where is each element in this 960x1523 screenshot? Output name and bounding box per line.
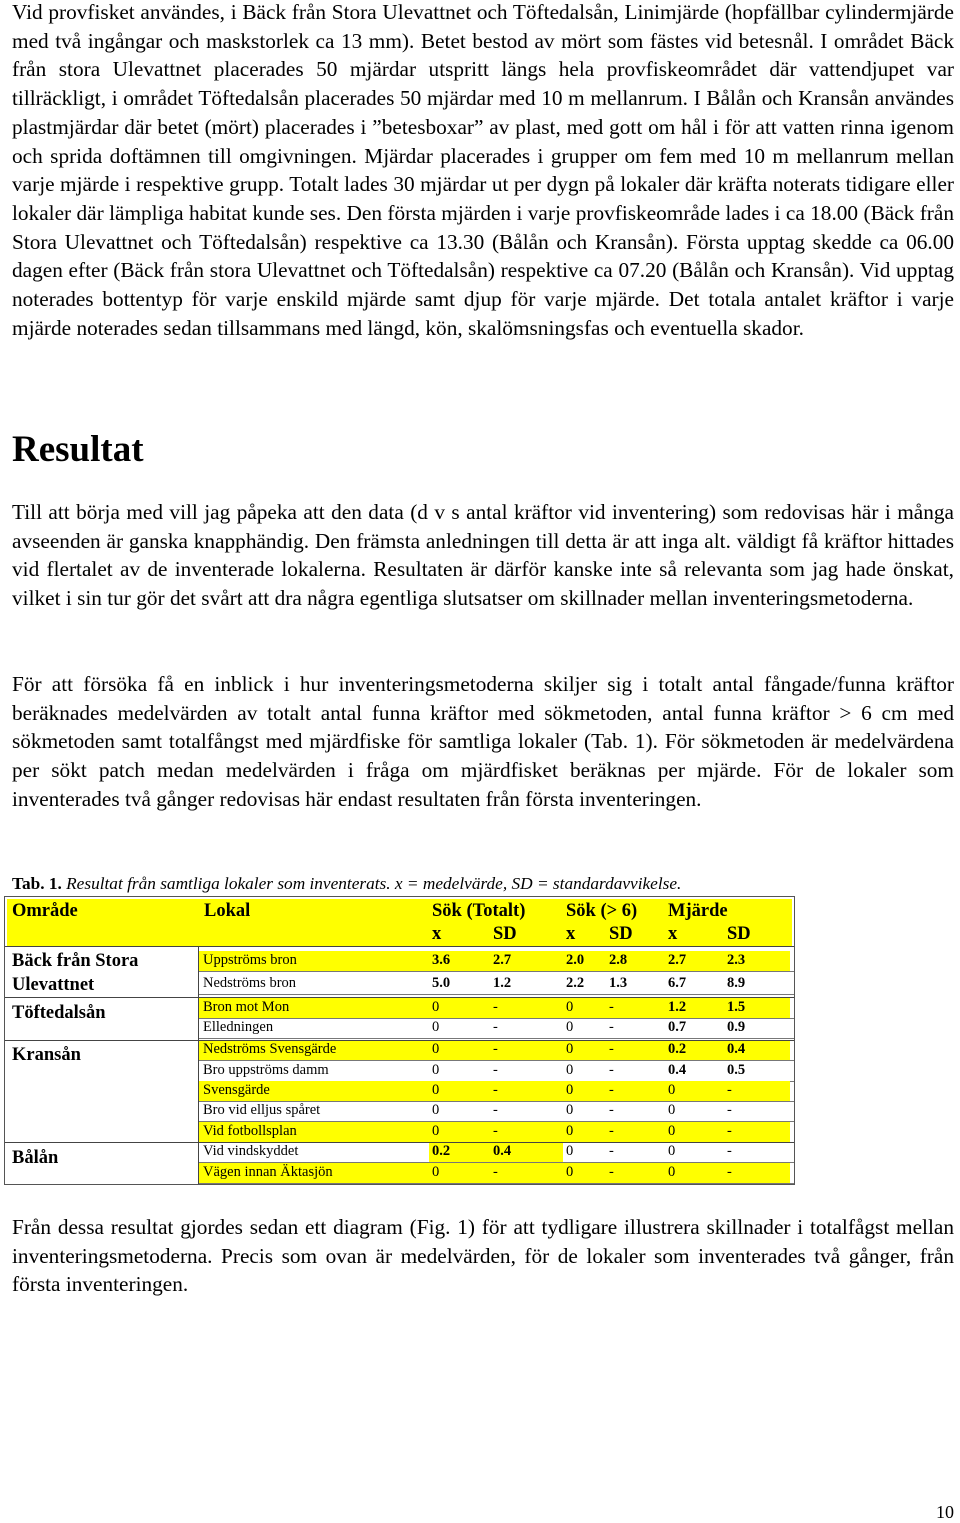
value-cell: 5.0	[432, 975, 451, 991]
value-cell: 0.9	[727, 1019, 746, 1035]
value-cell: 0	[563, 1122, 606, 1142]
lokal-cell: Bron mot Mon	[199, 998, 429, 1018]
value-cell: 0	[668, 1143, 676, 1159]
table-caption-label: Tab. 1.	[12, 874, 62, 893]
value-cell: 0	[668, 1102, 676, 1118]
value-cell: -	[606, 1040, 665, 1060]
value-cell: 2.7	[665, 951, 724, 971]
value-cell: 2.8	[606, 951, 665, 971]
area-label: Bäck från Stora Ulevattnet	[12, 951, 139, 995]
value-cell: 0	[429, 998, 490, 1018]
lokal-cell: Svensgärde	[199, 1081, 429, 1101]
value-cell: -	[606, 1163, 665, 1183]
value-cell: 2.0	[563, 951, 606, 971]
value-cell: -	[493, 1102, 498, 1118]
value-cell: 1.5	[724, 998, 790, 1018]
value-cell: -	[609, 1019, 614, 1035]
area-label: Kransån	[12, 1045, 81, 1065]
header-area: Område	[12, 901, 78, 921]
group-rule	[5, 1040, 794, 1041]
results-table	[4, 896, 795, 1185]
header-sd: SD	[493, 924, 517, 944]
value-cell: 8.9	[727, 975, 746, 991]
value-cell: -	[724, 1163, 790, 1183]
value-cell: -	[490, 1122, 563, 1142]
value-cell: 0	[429, 1040, 490, 1060]
value-cell: -	[609, 1143, 614, 1159]
value-cell: -	[609, 1102, 614, 1118]
value-cell: 0.4	[724, 1040, 790, 1060]
value-cell: -	[493, 1019, 498, 1035]
lokal-cell: Elledningen	[203, 1019, 274, 1035]
page-number: 10	[936, 1502, 954, 1522]
value-cell: 0	[563, 998, 606, 1018]
area-label: Töftedalsån	[12, 1003, 106, 1023]
header-x: x	[668, 924, 678, 944]
section-heading: Resultat	[12, 429, 144, 470]
header-lokal: Lokal	[204, 901, 251, 921]
value-cell: 1.3	[609, 975, 628, 991]
lokal-cell: Uppströms bron	[199, 951, 429, 971]
value-cell: 0	[665, 1122, 724, 1142]
lokal-cell: Nedströms bron	[203, 975, 297, 991]
header-sok-total: Sök (Totalt)	[432, 901, 526, 921]
value-cell: 0.7	[668, 1019, 687, 1035]
value-cell: 0	[566, 1102, 574, 1118]
value-cell: 0.2	[665, 1040, 724, 1060]
header-sd: SD	[727, 924, 751, 944]
value-cell: -	[490, 1163, 563, 1183]
value-cell: 0	[566, 1143, 574, 1159]
intro-paragraph: Vid provfisket användes, i Bäck från Stora Ulevattnet och Töftedalsån, Linimjärde (hopfällbar cylindermjärde med två ingångar och maskstorlek ca 13 mm). Betet bestod av mört som fästes vid betesnål. I området Bäck från stora Ulevattnet placerades 50 mjärdar utspritt längs hela provfiskeområdet där vattendjupet var tillräckligt, i området Töftedalsån placerades 50 mjärdar med 10 m mellanrum. I Bålån och Kransån användes plastmjärdar där betet (mört) placerades i ”betesboxar” av plast, med gott om hål i för att vatten rinna igenom och sprida doftämnen till omgivningen. Mjärdar placerades i grupper om fem med 10 m mellanrum mellan varje mjärde i respektive grupp. Totalt lades 30 mjärdar ut per dygn på lokaler där kräfta noterats tidigare eller lokaler där lämpliga habitat kunde ses. Den första mjärden i varje provfiskeområde lades i ca 18.00 (Bäck från Stora Ulevattnet och Töftedalsån) respektive ca 13.30 (Bålån och Kransån). Första upptag skedde ca 06.00 dagen efter (Bäck från stora Ulevattnet och Töftedalsån) respektive ca 07.20 (Bålån och Kransån). Vid upptag noterades bottentyp för varje enskild mjärde samt djup för varje mjärde. Det totala antalet kräftor i varje mjärde noterades sedan tillsammans med längd, kön, skalömsningsfas och eventuella skador.	[12, 0, 954, 340]
row-rule	[199, 1038, 794, 1039]
row-rule	[199, 1183, 794, 1184]
row-rule	[199, 971, 794, 972]
value-cell: -	[606, 1122, 665, 1142]
header-x: x	[432, 924, 442, 944]
after-table-paragraph: Från dessa resultat gjordes sedan ett diagram (Fig. 1) för att tydligare illustrera skillnader i totalfågst mellan inventeringsmetoderna. Precis som ovan är medelvärden, för de lokaler som inventerades två gånger, från första inventeringen.	[12, 1215, 954, 1297]
value-cell: 0	[563, 1040, 606, 1060]
value-cell: 0	[429, 1122, 490, 1142]
lokal-cell: Nedströms Svensgärde	[199, 1040, 429, 1060]
value-cell: -	[724, 1122, 790, 1142]
value-cell: 0.4	[668, 1062, 687, 1078]
value-cell: 0	[665, 1163, 724, 1183]
column-rule	[198, 947, 199, 1184]
value-cell: 0	[429, 1163, 490, 1183]
value-cell: 0	[429, 1081, 490, 1101]
value-cell: 2.2	[566, 975, 585, 991]
value-cell: 0	[566, 1019, 574, 1035]
value-cell: -	[490, 1081, 563, 1101]
header-sok-gt6: Sök (> 6)	[566, 901, 638, 921]
lokal-cell: Vägen innan Äktasjön	[199, 1163, 429, 1183]
table-caption-text: Resultat från samtliga lokaler som inventerats. x = medelvärde, SD = standardavvikelse.	[61, 874, 682, 893]
value-cell: -	[490, 998, 563, 1018]
value-cell: -	[493, 1062, 498, 1078]
value-cell: 3.6	[429, 951, 490, 971]
lokal-cell: Bro uppströms damm	[203, 1062, 329, 1078]
lokal-cell: Bro vid elljus spåret	[203, 1102, 321, 1118]
value-cell: 2.3	[724, 951, 790, 971]
row-rule	[199, 994, 794, 995]
result-paragraph-1: Till att börja med vill jag påpeka att den data (d v s antal kräftor vid inventering) som redovisas här i många avseenden är ganska knapphändig. Den främsta anledningen till detta är att inga alt. väldigt få kräftor hittades vid flertalet av de inventerade lokalerna. Resultaten är därför kanske inte så relevanta som jag hade önskat, vilket i sin tur gör det svårt att dra några egentliga slutsatser om skillnader mellan inventeringsmetoderna.	[12, 500, 954, 611]
value-cell: -	[490, 1040, 563, 1060]
value-cell: -	[724, 1081, 790, 1101]
value-cell: 2.7	[490, 951, 563, 971]
table-caption	[12, 873, 681, 895]
value-cell: 6.7	[668, 975, 687, 991]
header-x: x	[566, 924, 576, 944]
value-cell: 0	[563, 1081, 606, 1101]
value-cell: -	[727, 1143, 732, 1159]
value-cell: 0	[432, 1019, 440, 1035]
value-cell: 1.2	[665, 998, 724, 1018]
value-cell: -	[606, 998, 665, 1018]
value-cell: 0	[432, 1062, 440, 1078]
header-sd: SD	[609, 924, 633, 944]
value-cell: 0	[432, 1102, 440, 1118]
value-cell: 0	[665, 1081, 724, 1101]
value-cell: 1.2	[493, 975, 512, 991]
value-cell: -	[727, 1102, 732, 1118]
lokal-cell: Vid vindskyddet	[203, 1143, 299, 1159]
value-cell: 0.4	[490, 1142, 563, 1162]
value-cell: 0	[566, 1062, 574, 1078]
group-rule	[5, 997, 794, 998]
result-paragraph-2: För att försöka få en inblick i hur inventeringsmetoderna skiljer sig i totalt antal fångade/funna kräftor beräknades medelvärden av totalt antal funna kräftor med sökmetoden, antal funna kräftor > 6 cm med sökmetoden samt totalfångst med mjärdfiske för samtliga lokaler (Tab. 1). För sökmetoden är medelvärdena per sökt patch medan medelvärden i fråga om mjärdfisket beräknas per mjärde. För de lokaler som inventerades två gånger redovisas här endast resultaten från första inventeringen.	[12, 672, 954, 811]
header-mjarde: Mjärde	[668, 901, 728, 921]
header-rule	[5, 946, 794, 947]
lokal-cell: Vid fotbollsplan	[199, 1122, 429, 1142]
value-cell: 0.5	[727, 1062, 746, 1078]
area-label: Bålån	[12, 1148, 59, 1168]
value-cell: 0.2	[429, 1142, 490, 1162]
value-cell: -	[609, 1062, 614, 1078]
value-cell: -	[606, 1081, 665, 1101]
group-rule	[5, 1142, 794, 1143]
value-cell: 0	[563, 1163, 606, 1183]
